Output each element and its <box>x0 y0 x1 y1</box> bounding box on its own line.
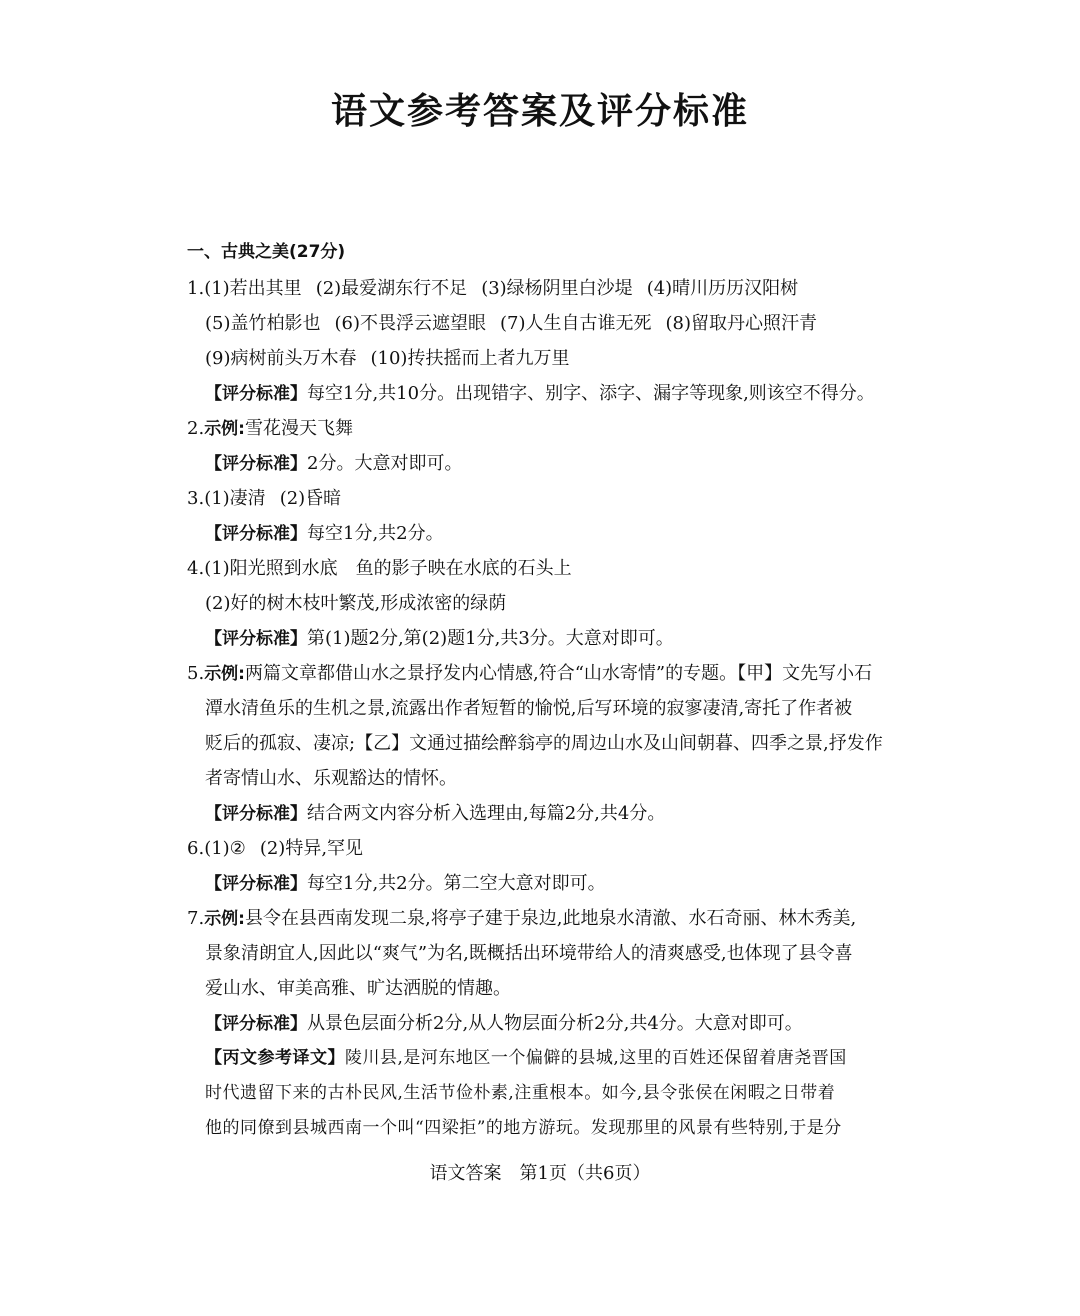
q2-scoring-label: 【评分标准】 <box>205 454 307 474</box>
q6-answer-2: (2)特异,罕见 <box>259 838 364 859</box>
translation-line-2 <box>187 1076 917 1111</box>
q7-scoring-text: 从景色层面分析2分,从人物层面分析2分,共4分。大意对即可。 <box>307 1013 803 1034</box>
translation-block <box>187 1041 917 1146</box>
q1-scoring-label: 【评分标准】 <box>205 384 307 404</box>
q4-answer-1: (1)阳光照到水底 鱼的影子映在水底的石头上 <box>204 558 572 579</box>
q3-answer-2: (2)昏暗 <box>279 488 342 509</box>
q5-scoring <box>187 796 917 831</box>
q3-number: 3. <box>187 488 205 509</box>
q6-scoring-text: 每空1分,共2分。第二空大意对即可。 <box>307 873 606 894</box>
q3-answer-1: (1)凄清 <box>204 488 266 509</box>
q4-answer-2: (2)好的树木枝叶繁茂,形成浓密的绿荫 <box>205 593 507 614</box>
q3-line-1 <box>187 481 917 516</box>
q3-scoring <box>187 516 917 551</box>
q1-answer-10: (10)抟扶摇而上者九万里 <box>370 348 570 369</box>
q1-number: 1. <box>187 278 205 299</box>
q5-scoring-text: 结合两文内容分析入选理由,每篇2分,共4分。 <box>307 803 666 824</box>
q1-scoring <box>187 376 917 411</box>
q4-scoring <box>187 621 917 656</box>
q4-scoring-label: 【评分标准】 <box>205 629 307 649</box>
page-footer: 语文答案 第1页（共6页） <box>429 1163 651 1184</box>
translation-line-1 <box>187 1041 917 1076</box>
translation-text-3: 他的同僚到县城西南一个叫“四梁拒”的地方游玩。发现那里的风景有些特别,于是分 <box>205 1118 842 1138</box>
q1-scoring-text: 每空1分,共10分。出现错字、别字、添字、漏字等现象,则该空不得分。 <box>307 383 875 404</box>
translation-text-1: 陵川县,是河东地区一个偏僻的县城,这里的百姓还保留着唐尧晋国 <box>345 1048 847 1068</box>
section-heading: 一、古典之美(27分) <box>187 242 346 262</box>
q5-line-3 <box>187 726 917 761</box>
q4-line-1 <box>187 551 917 586</box>
q7-text-2: 景象清朗宜人,因此以“爽气”为名,既概括出环境带给人的清爽感受,也体现了县令喜 <box>205 943 853 964</box>
q6-answer-1: (1)② <box>204 838 246 859</box>
q6-scoring-label: 【评分标准】 <box>205 874 307 894</box>
q5-text-4: 者寄情山水、乐观豁达的情怀。 <box>205 768 457 789</box>
q7-example-label: 示例: <box>204 909 245 929</box>
q1-answer-1: (1)若出其里 <box>204 278 302 299</box>
translation-line-3 <box>187 1111 917 1146</box>
q5-text-2: 潭水清鱼乐的生机之景,流露出作者短暂的愉悦,后写环境的寂寥凄清,寄托了作者被 <box>205 698 853 719</box>
q5-line-1 <box>187 656 917 691</box>
q4-scoring-text: 第(1)题2分,第(2)题1分,共3分。大意对即可。 <box>307 628 674 649</box>
q6-line-1 <box>187 831 917 866</box>
q1-answer-7: (7)人生自古谁无死 <box>500 313 652 334</box>
q5-line-2 <box>187 691 917 726</box>
q6-scoring <box>187 866 917 901</box>
q3-scoring-text: 每空1分,共2分。 <box>307 523 444 544</box>
q2-line-1 <box>187 411 917 446</box>
q1-line-2 <box>187 306 917 341</box>
q1-answer-5: (5)盖竹柏影也 <box>205 313 321 334</box>
q7-text-3: 爱山水、审美高雅、旷达洒脱的情趣。 <box>205 978 511 999</box>
q7-text-1: 县令在县西南发现二泉,将亭子建于泉边,此地泉水清澈、水石奇丽、林木秀美, <box>245 908 857 929</box>
q5-text-3: 贬后的孤寂、凄凉;【乙】文通过描绘醉翁亭的周边山水及山间朝暮、四季之景,抒发作 <box>205 733 883 754</box>
q4-line-2 <box>187 586 917 621</box>
q1-line-1 <box>187 271 917 306</box>
q4-number: 4. <box>187 558 205 579</box>
q3-scoring-label: 【评分标准】 <box>205 524 307 544</box>
q5-number: 5. <box>187 663 205 684</box>
q2-scoring <box>187 446 917 481</box>
q5-scoring-label: 【评分标准】 <box>205 804 307 824</box>
q7-line-3 <box>187 971 917 1006</box>
answer-content <box>187 271 917 1146</box>
q1-answer-3: (3)绿杨阴里白沙堤 <box>481 278 633 299</box>
q2-example-label: 示例: <box>204 419 245 439</box>
q5-text-1: 两篇文章都借山水之景抒发内心情感,符合“山水寄情”的专题。【甲】文先写小石 <box>245 663 873 684</box>
q7-number: 7. <box>187 908 205 929</box>
q2-number: 2. <box>187 418 205 439</box>
q5-example-label: 示例: <box>204 664 245 684</box>
q1-answer-2: (2)最爱湖东行不足 <box>315 278 468 299</box>
q7-line-2 <box>187 936 917 971</box>
q7-line-1 <box>187 901 917 936</box>
q6-number: 6. <box>187 838 205 859</box>
translation-label: 【丙文参考译文】 <box>205 1048 345 1068</box>
q1-answer-4: (4)晴川历历汉阳树 <box>646 278 799 299</box>
translation-text-2: 时代遗留下来的古朴民风,生活节俭朴素,注重根本。如今,县令张侯在闲暇之日带着 <box>205 1083 836 1103</box>
q7-scoring <box>187 1006 917 1041</box>
q5-line-4 <box>187 761 917 796</box>
q1-answer-9: (9)病树前头万木春 <box>205 348 357 369</box>
q2-answer: 雪花漫天飞舞 <box>245 418 353 439</box>
q2-scoring-text: 2分。大意对即可。 <box>307 453 463 474</box>
q1-answer-6: (6)不畏浮云遮望眼 <box>334 313 486 334</box>
page-title: 语文参考答案及评分标准 <box>330 91 749 132</box>
q1-answer-8: (8)留取丹心照汗青 <box>665 313 817 334</box>
q7-scoring-label: 【评分标准】 <box>205 1014 307 1034</box>
q1-line-3 <box>187 341 917 376</box>
